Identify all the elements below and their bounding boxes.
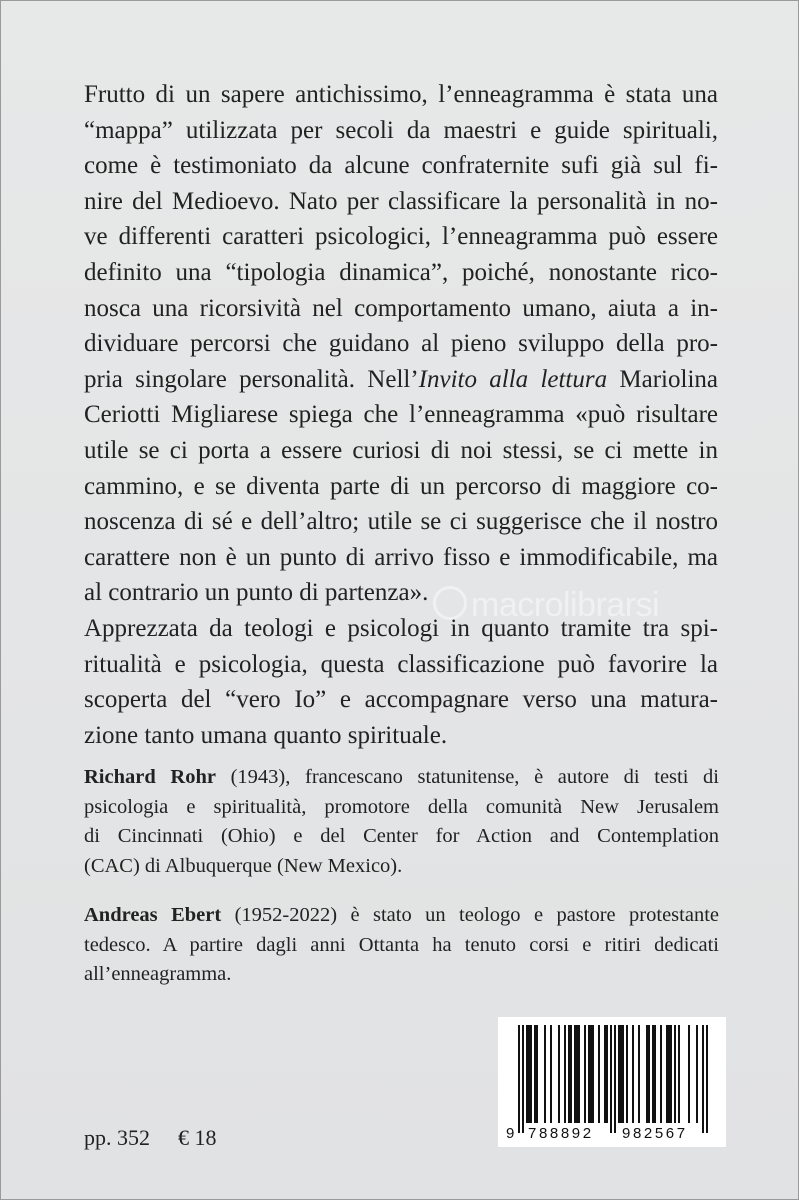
barcode-bar (592, 1025, 594, 1123)
price-info (84, 1125, 217, 1151)
blurb-line: Apprezzata da teologi e psicologi in quanto tramite tra spi- (84, 614, 718, 642)
barcode-bar (558, 1025, 560, 1123)
barcode-bar (528, 1025, 530, 1123)
barcode-bar (668, 1025, 670, 1123)
bio-line: psicologia e spiritualità, promotore della comunità New Jerusalem (84, 795, 719, 818)
blurb-line: utile se ci porta a essere curiosi di noi stessi, se ci mette in (84, 436, 718, 464)
bio-text-segment: (1943), francescano statunitense, è autore di testi di (215, 766, 720, 788)
barcode-bar (526, 1025, 528, 1123)
bio-line (84, 901, 719, 931)
blurb-line: nire del Medioevo. Nato per classificare la personalità in no- (84, 187, 718, 215)
barcode-bar (578, 1025, 580, 1123)
barcode-bar (688, 1025, 690, 1123)
barcode-guard-bar (706, 1025, 708, 1133)
barcode-bar (606, 1025, 608, 1123)
barcode-bar (544, 1025, 546, 1123)
barcode-bar (654, 1025, 656, 1123)
barcode-guard-bar (610, 1025, 612, 1133)
barcode-bar (590, 1025, 592, 1123)
barcode-bar (632, 1025, 634, 1123)
barcode-bar (696, 1025, 698, 1123)
barcode-bar (638, 1025, 640, 1123)
barcode-bar (550, 1025, 552, 1123)
barcode-bar (652, 1025, 654, 1123)
author-bio-ebert (84, 901, 719, 990)
barcode-bar (536, 1025, 538, 1123)
barcode-bar (622, 1025, 624, 1123)
bio-text-segment: (1952-2022) è stato un teologo e pastore protestante (221, 904, 720, 926)
blurb-line: come è testimoniato da alcune confraternite sufi già sul fi- (84, 152, 718, 180)
isbn-barcode (498, 1017, 726, 1147)
barcode-bar (620, 1025, 622, 1123)
bio-line: all’enneagramma. (84, 963, 232, 985)
barcode-bar (574, 1025, 576, 1123)
bio-line (84, 763, 719, 793)
barcode-bar (570, 1025, 572, 1123)
barcode-bar (678, 1025, 680, 1123)
blurb-line: Frutto di un sapere antichissimo, l’enneagramma è stata una (84, 81, 718, 108)
blurb-line: zione tanto umana quanto spirituale. (84, 721, 448, 749)
blurb-line: scoperta del “vero Io” e accompagnare verso una matura- (84, 686, 718, 714)
watermark-text: macrolibrarsi (471, 586, 660, 624)
barcode-bar (534, 1025, 536, 1123)
bio-line: di Cincinnati (Ohio) e del Center for Action and Contemplation (84, 825, 719, 847)
author-name: Andreas Ebert (84, 904, 222, 926)
barcode-bar (674, 1025, 676, 1123)
blurb-line: noscenza di sé e dell’altro; utile se ci suggerisce che il nostro (84, 508, 718, 536)
bio-line: (CAC) di Albuquerque (New Mexico). (84, 854, 403, 877)
barcode-bar (666, 1025, 668, 1123)
barcode-bar (576, 1025, 578, 1123)
barcode-bar (670, 1025, 672, 1123)
barcode-number (498, 1125, 726, 1145)
author-bio-rohr (84, 763, 719, 881)
barcode-bar (646, 1025, 648, 1123)
barcode-guard-bar (522, 1025, 524, 1133)
barcode-bar (568, 1025, 570, 1123)
barcode-bar (660, 1025, 662, 1123)
blurb-line: nosca una ricorsività nel comportamento umano, aiuta a in- (84, 294, 718, 322)
barcode-bar (604, 1025, 606, 1123)
blurb-line: al contrario un punto di partenza». (84, 579, 429, 607)
bio-line: tedesco. A partire dagli anni Ottanta ha tenuto corsi e ritiri dedicati (84, 933, 719, 956)
barcode-left-group: 788892 (528, 1125, 594, 1142)
barcode-guard-bar (614, 1025, 616, 1133)
blurb-line: dividuare percorsi che guidano al pieno sviluppo della pro- (84, 330, 718, 358)
blurb-line: cammino, e se diventa parte di un percorso di maggiore co- (84, 472, 718, 500)
blurb-text (84, 77, 718, 753)
blurb-line: Ceriotti Migliarese spiega che l’enneagramma «può risultare (84, 401, 718, 429)
blurb-line: ritualità e psicologia, questa classificazione può favorire la (84, 650, 718, 678)
blurb-text-segment: Mariolina (607, 365, 718, 393)
barcode-guard-bar (702, 1025, 704, 1133)
blurb-line: “mappa” utilizzata per secoli da maestri e guide spirituali, (84, 116, 718, 144)
author-name: Richard Rohr (84, 766, 216, 788)
barcode-bar (626, 1025, 628, 1123)
blurb-line: ve differenti caratteri psicologici, l’enneagramma può essere (84, 223, 718, 251)
blurb-line (84, 362, 718, 398)
barcode-guard-bar (518, 1025, 520, 1133)
invito-title-italic: Invito alla lettura (418, 365, 608, 393)
price-amount: € 18 (178, 1125, 217, 1150)
blurb-text-segment: pria singolare personalità. Nell’ (84, 365, 419, 393)
page-count: pp. 352 (84, 1125, 150, 1150)
barcode-bar (584, 1025, 586, 1123)
barcode-bar (648, 1025, 650, 1123)
barcode-first-digit: 9 (506, 1125, 515, 1142)
barcode-right-group: 982567 (622, 1125, 688, 1142)
barcode-bar (618, 1025, 620, 1123)
blurb-line: carattere non è un punto di arrivo fisso e immodificabile, ma (84, 543, 718, 571)
barcode-bar (598, 1025, 600, 1123)
blurb-line: definito una “tipologia dinamica”, poiché, nonostante rico- (84, 258, 718, 286)
barcode-bar (588, 1025, 590, 1123)
barcode-bar (530, 1025, 532, 1123)
barcode-bar (564, 1025, 566, 1123)
